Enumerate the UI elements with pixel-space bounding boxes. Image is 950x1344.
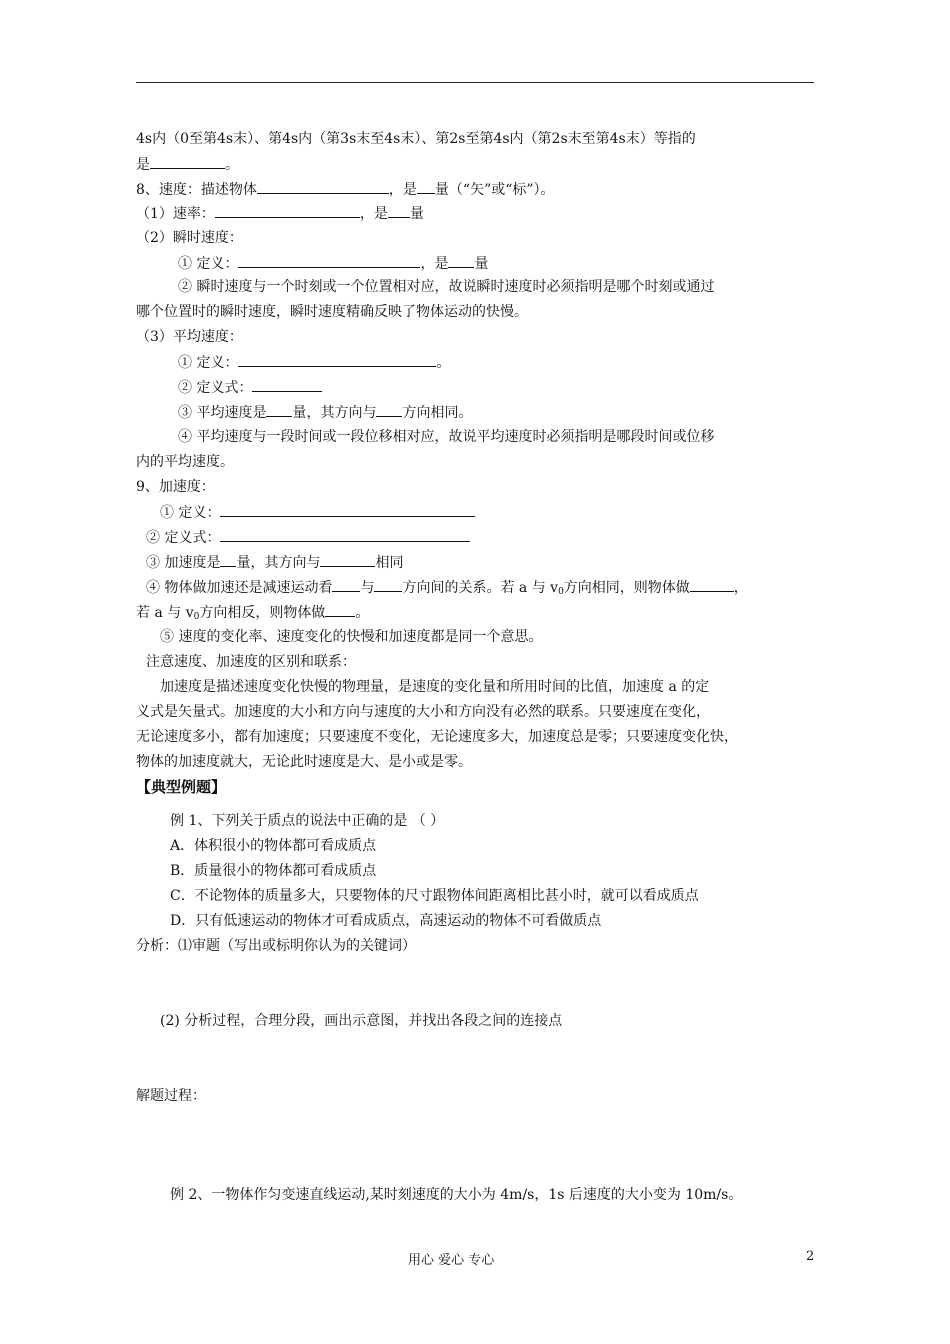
fill-blank	[448, 254, 474, 268]
fill-blank	[252, 378, 322, 392]
text-line: ① 定义： 。	[178, 355, 451, 371]
fill-blank	[388, 204, 410, 218]
fill-blank	[266, 403, 292, 417]
example-2-question: 例 2、一物体作匀变速直线运动,某时刻速度的大小为 4m/s，1s 后速度的大小变为 10m/s。	[170, 1187, 743, 1203]
fill-blank	[220, 528, 470, 542]
text-line: 4s内（0至第4s末）、第4s内（第3s末至4s末）、第2s至第4s内（第2s末至第4s末）等指的	[136, 131, 696, 147]
footer-motto: 用心 爱心 专心	[408, 1253, 495, 1268]
option-d: D．只有低速运动的物体才可看成质点，高速运动的物体不可看做质点	[170, 913, 602, 929]
text-line: 义式是矢量式。加速度的大小和方向与速度的大小和方向没有必然的联系。只要速度在变化，	[136, 704, 710, 720]
text-line: ② 定义式：	[146, 528, 470, 547]
option-b: B．质量很小的物体都可看成质点	[170, 863, 377, 879]
text-line: ③ 加速度是 量，其方向与 相同	[146, 555, 404, 571]
page-number: 2	[806, 1249, 815, 1264]
fill-blank	[320, 553, 375, 567]
text-line: 加速度是描述速度变化快慢的物理量，是速度的变化量和所用时间的比值，加速度 a 的定	[160, 679, 710, 695]
text-line: ⑤ 速度的变化率、速度变化的快慢和加速度都是同一个意思。	[160, 629, 543, 645]
text-line: ④ 物体做加速还是减速运动看 与 方向间的关系。若 a 与 $v_0$方向相同，则物体做 ，	[146, 580, 748, 597]
option-a: A．体积很小的物体都可看成质点	[170, 838, 377, 854]
option-c: C．不论物体的质量多大，只要物体的尺寸跟物体间距离相比甚小时，就可以看成质点	[170, 888, 699, 904]
text-line: ③ 平均速度是 量，其方向与 方向相同。	[178, 405, 473, 421]
fill-blank	[325, 603, 355, 617]
text-line: ② 瞬时速度与一个时刻或一个位置相对应，故说瞬时速度时必须指明是哪个时刻或通过	[178, 279, 715, 295]
text-line: 内的平均速度。	[136, 454, 234, 470]
text-line: ① 定义：	[160, 503, 475, 522]
text-line: ④ 平均速度与一段时间或一段位移相对应，故说平均速度时必须指明是哪段时间或位移	[178, 429, 715, 445]
analysis-step-2: (2) 分析过程，合理分段，画出示意图，并找出各段之间的连接点	[160, 1013, 563, 1029]
fill-blank	[220, 503, 475, 517]
text-line: ① 定义： ，是 量	[178, 256, 489, 272]
text-line: 若 a 与 $v_0$方向相反，则物体做 。	[136, 605, 370, 622]
text-line: 8、速度：描述物体 ，是 量（“矢”或“标”）。	[136, 182, 555, 198]
text-line: （2）瞬时速度：	[136, 230, 243, 246]
section-title: 【典型例题】	[136, 778, 227, 796]
fill-blank	[374, 578, 402, 592]
fill-blank	[257, 180, 389, 194]
text-line: 物体的加速度就大，无论此时速度是大、是小或是零。	[136, 754, 472, 770]
fill-blank	[690, 578, 734, 592]
text-line: （1）速率： ，是 量	[136, 206, 424, 222]
fill-blank	[376, 403, 402, 417]
text-line: 无论速度多小，都有加速度；只要速度不变化，无论速度多大，加速度总是零；只要速度变化快，	[136, 729, 738, 745]
fill-blank	[238, 254, 420, 268]
text-line: 9、加速度：	[136, 479, 215, 495]
text-line: 是 。	[136, 157, 239, 173]
solution-label: 解题过程：	[136, 1088, 206, 1104]
analysis-step-1: 分析：⑴审题（写出或标明你认为的关键词）	[136, 938, 416, 954]
fill-blank	[215, 204, 360, 218]
fill-blank	[220, 553, 236, 567]
fill-blank	[150, 155, 225, 169]
text-line: ② 定义式：	[178, 378, 322, 397]
text-line: （3）平均速度：	[136, 329, 243, 345]
fill-blank	[238, 353, 436, 367]
fill-blank	[417, 180, 435, 194]
header-rule	[136, 82, 814, 83]
example-1-question: 例 1、下列关于质点的说法中正确的是 （ ）	[170, 813, 445, 829]
text-line: 哪个位置时的瞬时速度，瞬时速度精确反映了物体运动的快慢。	[136, 304, 528, 320]
text-line: 注意速度、加速度的区别和联系：	[146, 654, 356, 670]
fill-blank	[332, 578, 360, 592]
